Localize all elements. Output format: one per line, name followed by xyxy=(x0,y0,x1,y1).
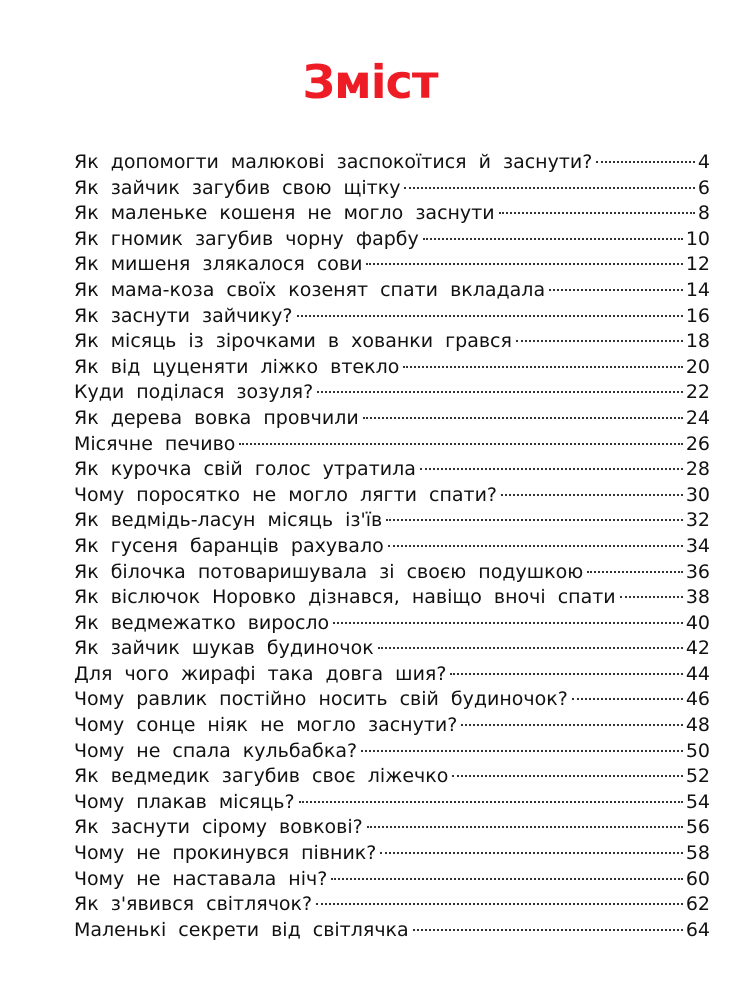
dot-leader xyxy=(317,391,683,393)
toc-entry-title: Чому не прокинувся півник? xyxy=(74,842,377,865)
dot-leader xyxy=(499,212,695,214)
toc-entry xyxy=(74,304,710,330)
toc-entry-title: Як мама-коза своїх козенят спати вкладала xyxy=(74,278,546,301)
toc-entry-page-number: 26 xyxy=(685,432,710,455)
toc-entry xyxy=(74,534,710,560)
toc-entry xyxy=(74,432,710,458)
toc-entry xyxy=(74,560,710,586)
toc-entry xyxy=(74,355,710,381)
page-title: Зміст xyxy=(302,55,438,109)
toc-entry-title: Місячне печиво xyxy=(74,432,236,455)
dot-leader xyxy=(363,417,683,419)
dot-leader xyxy=(516,340,683,342)
toc-entry-page-number: 28 xyxy=(685,458,710,481)
toc-entry-page-number: 48 xyxy=(685,714,710,737)
toc-entry xyxy=(74,815,710,841)
toc-entry-title: Як маленьке кошеня не могло заснути xyxy=(74,202,495,225)
toc-entry-title: Як зайчик шукав будиночок xyxy=(74,637,374,660)
toc-entry-page-number: 8 xyxy=(697,202,710,225)
dot-leader xyxy=(572,698,683,700)
dot-leader xyxy=(380,852,682,854)
toc-entry-title: Як курочка свій голос утратила xyxy=(74,458,416,481)
toc-entry-page-number: 20 xyxy=(685,355,710,378)
toc-entry-title: Як ведмідь-ласун місяць із'їв xyxy=(74,509,383,532)
dot-leader xyxy=(404,187,694,189)
toc-entry xyxy=(74,252,710,278)
toc-entry-page-number: 42 xyxy=(685,637,710,660)
toc-entry-page-number: 62 xyxy=(685,893,710,916)
toc-entry-page-number: 22 xyxy=(685,381,710,404)
toc-entry xyxy=(74,892,710,918)
toc-entry-page-number: 34 xyxy=(685,534,710,557)
toc-entry-page-number: 24 xyxy=(685,406,710,429)
toc-entry-page-number: 64 xyxy=(685,918,710,941)
toc-entry-title: Як мишеня злякалося сови xyxy=(74,253,363,276)
toc-entry-title: Чому сонце ніяк не могло заснути? xyxy=(74,714,458,737)
toc-entry-title: Маленькі секрети від світлячка xyxy=(74,918,409,941)
toc-entry-title: Як віслючок Норовко дізнався, навіщо вночі спати xyxy=(74,586,616,609)
toc-entry-title: Як місяць із зірочками в хованки грався xyxy=(74,330,512,353)
toc-entry-page-number: 32 xyxy=(685,509,710,532)
dot-leader xyxy=(378,647,683,649)
toc-entry xyxy=(74,662,710,688)
toc-entry xyxy=(74,406,710,432)
toc-entry-title: Як ведмедик загубив своє ліжечко xyxy=(74,765,449,788)
toc-entry-page-number: 30 xyxy=(685,483,710,506)
toc-entry-title: Як заснути сірому вовкові? xyxy=(74,816,363,839)
toc-entry-page-number: 52 xyxy=(685,765,710,788)
toc-entry xyxy=(74,278,710,304)
toc-entry xyxy=(74,227,710,253)
toc-entry-title: Куди поділася зозуля? xyxy=(74,381,314,404)
dot-leader xyxy=(587,571,683,573)
toc-entry xyxy=(74,739,710,765)
toc-entry-page-number: 36 xyxy=(685,560,710,583)
toc-entry xyxy=(74,585,710,611)
toc-entry-title: Для чого жирафі така довга шия? xyxy=(74,662,447,685)
dot-leader xyxy=(461,724,682,726)
toc-entry xyxy=(74,867,710,893)
toc-entry-title: Як заснути зайчику? xyxy=(74,304,293,327)
toc-entry-page-number: 18 xyxy=(685,330,710,353)
dot-leader xyxy=(423,238,683,240)
toc-entry xyxy=(74,764,710,790)
toc-entry-page-number: 10 xyxy=(685,227,710,250)
dot-leader xyxy=(549,289,683,291)
dot-leader xyxy=(388,545,683,547)
toc-entry xyxy=(74,790,710,816)
toc-entry xyxy=(74,636,710,662)
toc-entry-title: Як дерева вовка провчили xyxy=(74,406,359,429)
toc-entry xyxy=(74,841,710,867)
toc-entry-title: Чому поросятко не могло лягти спати? xyxy=(74,483,498,506)
toc-entry xyxy=(74,176,710,202)
dot-leader xyxy=(620,596,683,598)
toc-entry-page-number: 60 xyxy=(685,867,710,890)
dot-leader xyxy=(331,878,682,880)
dot-leader xyxy=(366,263,682,265)
dot-leader xyxy=(316,903,683,905)
toc-entry-title: Як білочка потоваришувала зі своєю подушкою xyxy=(74,560,584,583)
toc-entry-title: Чому равлик постійно носить свій будиночок? xyxy=(74,688,568,711)
toc-entry xyxy=(74,457,710,483)
toc-entry-title: Як зайчик загубив свою щітку xyxy=(74,176,401,199)
toc-entry-page-number: 12 xyxy=(685,253,710,276)
dot-leader xyxy=(596,161,695,163)
dot-leader xyxy=(420,468,683,470)
dot-leader xyxy=(333,622,683,624)
toc-entry-title: Як від цуценяти ліжко втекло xyxy=(74,355,400,378)
toc-list xyxy=(74,150,710,943)
toc-entry xyxy=(74,713,710,739)
toc-entry-title: Чому не наставала ніч? xyxy=(74,867,328,890)
dot-leader xyxy=(452,775,682,777)
toc-entry xyxy=(74,201,710,227)
dot-leader xyxy=(403,366,682,368)
toc-entry-page-number: 56 xyxy=(685,816,710,839)
dot-leader xyxy=(413,929,683,931)
toc-entry-page-number: 6 xyxy=(697,176,710,199)
dot-leader xyxy=(501,494,683,496)
toc-entry xyxy=(74,918,710,944)
toc-entry-title: Як гусеня баранців рахувало xyxy=(74,534,384,557)
toc-entry xyxy=(74,150,710,176)
toc-entry-page-number: 44 xyxy=(685,662,710,685)
toc-entry xyxy=(74,687,710,713)
toc-entry-page-number: 54 xyxy=(685,790,710,813)
toc-entry-title: Як з'явився світлячок? xyxy=(74,893,313,916)
toc-entry xyxy=(74,483,710,509)
toc-entry-title: Як ведмежатко виросло xyxy=(74,611,330,634)
toc-entry-page-number: 46 xyxy=(685,688,710,711)
dot-leader xyxy=(239,443,682,445)
toc-entry-page-number: 40 xyxy=(685,611,710,634)
toc-entry xyxy=(74,380,710,406)
toc-entry-title: Чому плакав місяць? xyxy=(74,790,295,813)
toc-entry-page-number: 50 xyxy=(685,739,710,762)
toc-entry-page-number: 38 xyxy=(685,586,710,609)
dot-leader xyxy=(361,750,683,752)
toc-entry-page-number: 58 xyxy=(685,842,710,865)
toc-entry xyxy=(74,611,710,637)
dot-leader xyxy=(297,315,683,317)
toc-entry-title: Чому не спала кульбабка? xyxy=(74,739,358,762)
toc-entry-title: Як гномик загубив чорну фарбу xyxy=(74,227,419,250)
dot-leader xyxy=(299,801,683,803)
toc-entry xyxy=(74,329,710,355)
toc-entry-page-number: 4 xyxy=(697,151,710,173)
dot-leader xyxy=(386,519,683,521)
toc-entry-page-number: 16 xyxy=(685,304,710,327)
dot-leader xyxy=(450,673,682,675)
dot-leader xyxy=(367,826,683,828)
toc-entry-page-number: 14 xyxy=(685,278,710,301)
toc-entry-title: Як допомогти малюкові заспокоїтися й заснути? xyxy=(74,151,593,173)
toc-entry xyxy=(74,508,710,534)
